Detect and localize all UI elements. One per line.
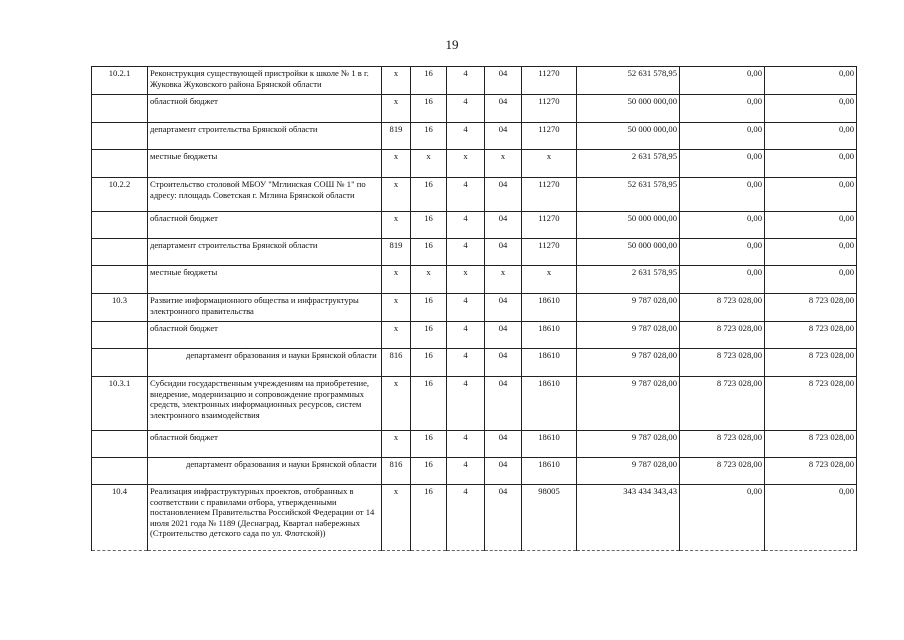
row-number: 10.2.1 xyxy=(92,67,148,95)
row-number: 10.2.2 xyxy=(92,178,148,212)
event-code: x xyxy=(485,150,522,178)
subprogram-code: 4 xyxy=(447,485,485,551)
row-description: Реализация инфраструктурных проектов, отобранных в соответствии с правилами отбора, утвержденными постановлением Правительства Российской Федерации от 14 июля 2021 года № 1189 (Деснаград, Квартал набережных (Строительство детского сада по ул. Флотской)) xyxy=(148,485,382,551)
row-number xyxy=(92,322,148,349)
row-description: Строительство столовой МБОУ "Мглинская СОШ № 1" по адресу: площадь Советская г. Мглина Брянской области xyxy=(148,178,382,212)
subprogram-code: 4 xyxy=(447,349,485,377)
subprogram-code: 4 xyxy=(447,67,485,95)
direction-code: 11270 xyxy=(522,67,577,95)
subprogram-code: x xyxy=(447,266,485,294)
program-code: 16 xyxy=(411,95,447,123)
amount-year-2: 8 723 028,00 xyxy=(680,294,765,322)
amount-year-1: 50 000 000,00 xyxy=(577,239,680,266)
grbs-code: x xyxy=(382,95,411,123)
event-code: 04 xyxy=(485,123,522,150)
amount-year-2: 8 723 028,00 xyxy=(680,377,765,431)
grbs-code: x xyxy=(382,322,411,349)
program-code: 16 xyxy=(411,485,447,551)
row-number xyxy=(92,431,148,458)
amount-year-1: 9 787 028,00 xyxy=(577,322,680,349)
grbs-code: 819 xyxy=(382,123,411,150)
event-code: 04 xyxy=(485,458,522,485)
amount-year-3: 0,00 xyxy=(765,123,857,150)
subprogram-code: 4 xyxy=(447,294,485,322)
amount-year-1: 50 000 000,00 xyxy=(577,212,680,239)
row-description: департамент образования и науки Брянской области xyxy=(148,349,382,377)
table-row xyxy=(92,294,857,322)
row-description: Развитие информационного общества и инфраструктуры электронного правительства xyxy=(148,294,382,322)
direction-code: x xyxy=(522,150,577,178)
row-description: местные бюджеты xyxy=(148,266,382,294)
grbs-code: x xyxy=(382,485,411,551)
direction-code: 11270 xyxy=(522,239,577,266)
grbs-code: 816 xyxy=(382,458,411,485)
row-description: областной бюджет xyxy=(148,212,382,239)
direction-code: 18610 xyxy=(522,349,577,377)
table-row xyxy=(92,377,857,431)
amount-year-1: 9 787 028,00 xyxy=(577,294,680,322)
direction-code: 18610 xyxy=(522,294,577,322)
amount-year-3: 0,00 xyxy=(765,95,857,123)
direction-code: 18610 xyxy=(522,377,577,431)
grbs-code: x xyxy=(382,431,411,458)
amount-year-2: 8 723 028,00 xyxy=(680,458,765,485)
event-code: 04 xyxy=(485,178,522,212)
amount-year-3: 8 723 028,00 xyxy=(765,458,857,485)
row-number xyxy=(92,458,148,485)
program-code: 16 xyxy=(411,212,447,239)
direction-code: 18610 xyxy=(522,322,577,349)
row-number xyxy=(92,349,148,377)
subprogram-code: 4 xyxy=(447,239,485,266)
program-code: 16 xyxy=(411,431,447,458)
direction-code: 18610 xyxy=(522,458,577,485)
amount-year-2: 0,00 xyxy=(680,95,765,123)
direction-code: 98005 xyxy=(522,485,577,551)
event-code: 04 xyxy=(485,67,522,95)
table-row xyxy=(92,322,857,349)
row-description: областной бюджет xyxy=(148,95,382,123)
row-description: областной бюджет xyxy=(148,431,382,458)
row-number: 10.4 xyxy=(92,485,148,551)
subprogram-code: 4 xyxy=(447,95,485,123)
program-code: 16 xyxy=(411,294,447,322)
amount-year-2: 0,00 xyxy=(680,212,765,239)
program-code: 16 xyxy=(411,67,447,95)
grbs-code: x xyxy=(382,150,411,178)
amount-year-1: 52 631 578,95 xyxy=(577,67,680,95)
event-code: 04 xyxy=(485,95,522,123)
row-number xyxy=(92,123,148,150)
amount-year-2: 0,00 xyxy=(680,485,765,551)
amount-year-1: 50 000 000,00 xyxy=(577,95,680,123)
event-code: 04 xyxy=(485,349,522,377)
amount-year-3: 0,00 xyxy=(765,266,857,294)
grbs-code: x xyxy=(382,178,411,212)
table-row xyxy=(92,178,857,212)
event-code: 04 xyxy=(485,377,522,431)
amount-year-2: 0,00 xyxy=(680,239,765,266)
table-row xyxy=(92,150,857,178)
program-code: 16 xyxy=(411,458,447,485)
event-code: 04 xyxy=(485,294,522,322)
grbs-code: x xyxy=(382,67,411,95)
amount-year-1: 343 434 343,43 xyxy=(577,485,680,551)
direction-code: 11270 xyxy=(522,95,577,123)
subprogram-code: 4 xyxy=(447,431,485,458)
event-code: 04 xyxy=(485,485,522,551)
amount-year-3: 8 723 028,00 xyxy=(765,349,857,377)
amount-year-3: 0,00 xyxy=(765,67,857,95)
amount-year-2: 0,00 xyxy=(680,123,765,150)
program-code: x xyxy=(411,150,447,178)
program-code: 16 xyxy=(411,123,447,150)
amount-year-1: 9 787 028,00 xyxy=(577,349,680,377)
amount-year-2: 8 723 028,00 xyxy=(680,322,765,349)
subprogram-code: 4 xyxy=(447,377,485,431)
amount-year-2: 8 723 028,00 xyxy=(680,431,765,458)
amount-year-3: 0,00 xyxy=(765,212,857,239)
direction-code: 11270 xyxy=(522,178,577,212)
table-row xyxy=(92,212,857,239)
grbs-code: x xyxy=(382,377,411,431)
amount-year-3: 0,00 xyxy=(765,239,857,266)
subprogram-code: 4 xyxy=(447,322,485,349)
grbs-code: x xyxy=(382,266,411,294)
grbs-code: 816 xyxy=(382,349,411,377)
amount-year-1: 50 000 000,00 xyxy=(577,123,680,150)
subprogram-code: x xyxy=(447,150,485,178)
amount-year-3: 8 723 028,00 xyxy=(765,322,857,349)
table-row xyxy=(92,458,857,485)
program-code: 16 xyxy=(411,377,447,431)
row-number: 10.3 xyxy=(92,294,148,322)
row-description: местные бюджеты xyxy=(148,150,382,178)
program-code: 16 xyxy=(411,239,447,266)
row-number xyxy=(92,239,148,266)
table-row xyxy=(92,123,857,150)
amount-year-2: 0,00 xyxy=(680,178,765,212)
grbs-code: x xyxy=(382,212,411,239)
amount-year-1: 9 787 028,00 xyxy=(577,377,680,431)
program-code: 16 xyxy=(411,349,447,377)
table-row xyxy=(92,266,857,294)
amount-year-3: 0,00 xyxy=(765,178,857,212)
row-number xyxy=(92,212,148,239)
row-number xyxy=(92,266,148,294)
budget-table xyxy=(91,66,857,551)
table-row xyxy=(92,349,857,377)
event-code: 04 xyxy=(485,322,522,349)
row-description: Субсидии государственным учреждениям на приобретение, внедрение, модернизацию и сопровождение программных средств, электронных информационных ресурсов, систем электронного взаимодействия xyxy=(148,377,382,431)
amount-year-1: 2 631 578,95 xyxy=(577,266,680,294)
table-row xyxy=(92,485,857,551)
row-number xyxy=(92,150,148,178)
event-code: 04 xyxy=(485,431,522,458)
direction-code: x xyxy=(522,266,577,294)
table-row xyxy=(92,67,857,95)
amount-year-1: 9 787 028,00 xyxy=(577,431,680,458)
program-code: 16 xyxy=(411,178,447,212)
row-description: департамент строительства Брянской области xyxy=(148,239,382,266)
direction-code: 11270 xyxy=(522,123,577,150)
amount-year-2: 0,00 xyxy=(680,150,765,178)
amount-year-1: 2 631 578,95 xyxy=(577,150,680,178)
subprogram-code: 4 xyxy=(447,178,485,212)
page-number: 19 xyxy=(445,37,459,52)
row-description: Реконструкция существующей пристройки к школе № 1 в г. Жуковка Жуковского района Брянской области xyxy=(148,67,382,95)
subprogram-code: 4 xyxy=(447,212,485,239)
row-description: департамент образования и науки Брянской области xyxy=(148,458,382,485)
table-row xyxy=(92,239,857,266)
amount-year-2: 8 723 028,00 xyxy=(680,349,765,377)
subprogram-code: 4 xyxy=(447,458,485,485)
direction-code: 18610 xyxy=(522,431,577,458)
row-number xyxy=(92,95,148,123)
amount-year-2: 0,00 xyxy=(680,67,765,95)
table-row xyxy=(92,431,857,458)
amount-year-1: 52 631 578,95 xyxy=(577,178,680,212)
amount-year-3: 8 723 028,00 xyxy=(765,431,857,458)
row-number: 10.3.1 xyxy=(92,377,148,431)
event-code: 04 xyxy=(485,212,522,239)
amount-year-3: 8 723 028,00 xyxy=(765,377,857,431)
event-code: x xyxy=(485,266,522,294)
grbs-code: x xyxy=(382,294,411,322)
event-code: 04 xyxy=(485,239,522,266)
program-code: 16 xyxy=(411,322,447,349)
table-row xyxy=(92,95,857,123)
subprogram-code: 4 xyxy=(447,123,485,150)
amount-year-1: 9 787 028,00 xyxy=(577,458,680,485)
amount-year-2: 0,00 xyxy=(680,266,765,294)
row-description: департамент строительства Брянской области xyxy=(148,123,382,150)
program-code: x xyxy=(411,266,447,294)
amount-year-3: 0,00 xyxy=(765,485,857,551)
amount-year-3: 0,00 xyxy=(765,150,857,178)
amount-year-3: 8 723 028,00 xyxy=(765,294,857,322)
direction-code: 11270 xyxy=(522,212,577,239)
row-description: областной бюджет xyxy=(148,322,382,349)
grbs-code: 819 xyxy=(382,239,411,266)
